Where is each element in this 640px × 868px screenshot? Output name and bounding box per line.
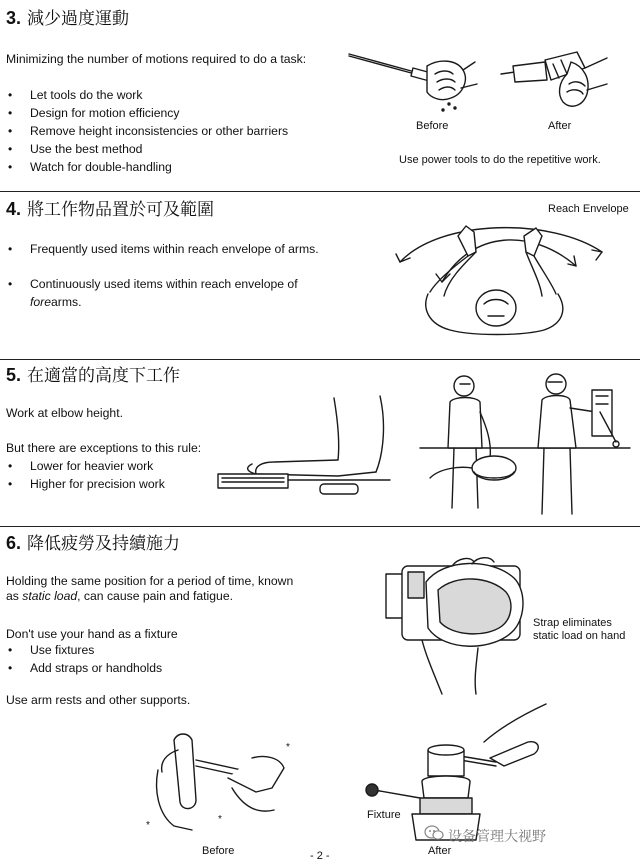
list-item: • Let tools do the work	[8, 86, 288, 104]
section-5-exceptions: But there are exceptions to this rule:	[6, 441, 202, 455]
section-4-heading	[6, 199, 214, 220]
paragraph-line-post: , can cause pain and fatigue.	[77, 589, 233, 603]
list-item-text-cont: arms.	[51, 295, 82, 309]
section-5-heading	[6, 365, 180, 386]
section-3-before-caption: Before	[416, 120, 449, 132]
section-4-bullet-list	[8, 240, 319, 311]
section-3-bullet-list	[8, 86, 288, 176]
page-number: - 2 -	[310, 850, 330, 862]
strap-caption-line: Strap eliminates	[533, 617, 612, 629]
section-3-note: Use power tools to do the repetitive work.	[399, 154, 601, 166]
watermark: 设备管理大视野	[448, 829, 546, 845]
section-6-number: 6.	[6, 533, 22, 553]
section-6-paragraph-3: Use arm rests and other supports.	[6, 693, 191, 707]
svg-text:*: *	[146, 820, 150, 831]
section-5-bullet-list	[8, 457, 165, 493]
reach-envelope-caption: Reach Envelope	[548, 203, 629, 215]
elbow-height-keyboard-illustration	[214, 392, 394, 504]
section-3-number: 3.	[6, 8, 22, 28]
emphasis: fore	[30, 295, 52, 309]
list-item: • Add straps or handholds	[8, 659, 162, 677]
camera-strap-illustration	[382, 556, 532, 696]
standing-workers-illustration	[420, 368, 635, 520]
list-item: • Higher for precision work	[8, 475, 165, 493]
section-5-number: 5.	[6, 365, 22, 385]
wechat-icon	[424, 824, 444, 842]
list-item: • Watch for double-handling	[8, 158, 288, 176]
section-6-paragraph-2: Don't use your hand as a fixture	[6, 627, 178, 641]
reach-envelope-illustration	[392, 212, 622, 354]
fixture-caption: Fixture	[367, 809, 401, 821]
section-3-title: 減少過度運動	[27, 9, 130, 29]
list-item: • Frequently used items within reach envelope of arms.	[8, 240, 319, 258]
screwdriver-illustration	[345, 44, 625, 124]
list-item: • Use fixtures	[8, 641, 162, 659]
paragraph-line: Holding the same position for a period of time, known	[6, 574, 294, 588]
list-item	[8, 275, 319, 311]
section-3-intro: Minimizing the number of motions required to do a task:	[6, 52, 307, 66]
strap-caption-line: static load on hand	[533, 630, 626, 642]
section-5-intro: Work at elbow height.	[6, 406, 123, 420]
section-3-after-caption: After	[548, 120, 572, 132]
section-6-bullet-list	[8, 641, 162, 677]
section-4-title: 將工作物品置於可及範圍	[27, 200, 215, 220]
strap-caption	[533, 617, 625, 643]
list-item: • Lower for heavier work	[8, 457, 165, 475]
hand-as-fixture-illustration	[148, 730, 308, 842]
list-item: • Design for motion efficiency	[8, 104, 288, 122]
section-6-title: 降低疲勞及持續施力	[27, 534, 181, 554]
fixture-illustration	[360, 702, 560, 844]
divider	[0, 191, 640, 192]
section-5-title: 在適當的高度下工作	[27, 366, 181, 386]
section-6-before-caption: Before	[202, 845, 235, 857]
section-6-paragraph-1	[6, 574, 293, 604]
divider	[0, 359, 640, 360]
list-item-text: Continuously used items within reach envelope of	[30, 277, 298, 291]
section-4-number: 4.	[6, 199, 22, 219]
paragraph-line-pre: as	[6, 589, 23, 603]
section-6-after-caption: After	[428, 845, 452, 857]
list-item: • Use the best method	[8, 140, 288, 158]
list-item: • Remove height inconsistencies or other barriers	[8, 122, 288, 140]
emphasis: static load	[22, 589, 78, 603]
section-6-heading	[6, 533, 180, 554]
divider	[0, 526, 640, 527]
svg-text:*: *	[286, 742, 290, 753]
section-3-heading	[6, 8, 129, 29]
svg-text:*: *	[218, 814, 222, 825]
